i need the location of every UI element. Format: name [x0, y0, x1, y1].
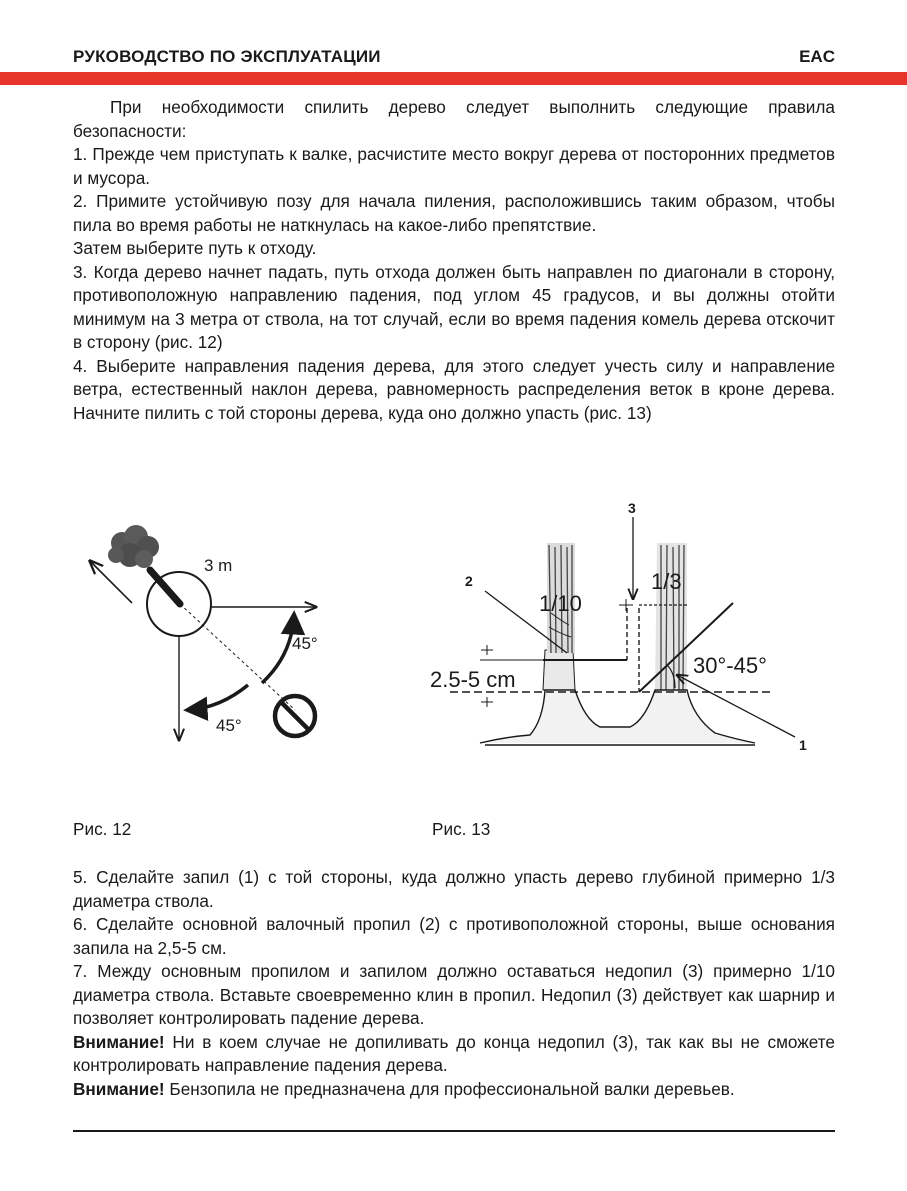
figure-12-escape-diagram	[70, 515, 340, 755]
label-angle: 30°-45°	[693, 653, 767, 678]
prohibited-sign-icon	[275, 696, 315, 736]
warning-2-label: Внимание!	[73, 1078, 165, 1099]
intro-paragraph: При необходимости спилить дерево следует выполнить следующие правила безопасности:	[73, 97, 835, 141]
warning-2-text: Бензопила не предназначена для профессиональной валки деревьев.	[164, 1078, 735, 1099]
warning-1-label: Внимание!	[73, 1031, 165, 1052]
rule-3: 3. Когда дерево начнет падать, путь отхода должен быть направлен по диагонали в сторону, противоположную направлению падения, под углом 45 градусов, и вы должны отойти минимум на 3 метра от ствола, на тот случай, если во время падения комель дерева отскочит в сторону (рис. 12)	[73, 261, 835, 352]
label-angle-left: 45°	[216, 716, 242, 735]
rule-2: 2. Примите устойчивую позу для начала пиления, расположившись таким образом, чтобы пила во время работы не наткнулась на какое-либо препятствие.	[73, 191, 835, 235]
header-accent-bar	[0, 72, 907, 85]
label-height: 2.5-5 cm	[430, 667, 516, 692]
figure-13-cut-diagram	[425, 495, 825, 760]
rule-1: 1. Прежде чем приступать к валке, расчистите место вокруг дерева от посторонних предметов и мусора.	[73, 144, 835, 188]
label-angle-right: 45°	[292, 634, 318, 653]
label-1: 1	[799, 737, 807, 753]
fall-direction-arrow	[90, 561, 132, 603]
label-3: 3	[628, 500, 636, 516]
step-5: 5. Сделайте запил (1) с той стороны, куда должно упасть дерево глубиной примерно 1/3 диаметра ствола.	[73, 867, 835, 911]
rule-4: 4. Выберите направления падения дерева, для этого следует учесть силу и направление ветра, естественный наклон дерева, равномерность распределения веток в кроне дерева. Начните пилить с той стороны дерева, куда оно должно упасть (рис. 13)	[73, 355, 835, 423]
eac-mark: EAC	[799, 47, 835, 66]
angle-arc-left	[188, 685, 248, 710]
rule-2-continued: Затем выберите путь к отходу.	[73, 238, 317, 258]
warning-1	[73, 1031, 835, 1078]
bottom-rule	[73, 1130, 835, 1132]
warning-2	[73, 1078, 835, 1102]
page-header-title: РУКОВОДСТВО ПО ЭКСПЛУАТАЦИИ	[73, 47, 381, 66]
tree-stump-right	[655, 543, 687, 690]
angle-arc-right	[262, 615, 294, 683]
label-distance: 3 m	[204, 556, 233, 575]
figure-12-caption: Рис. 12	[73, 819, 132, 839]
figure-13-caption: Рис. 13	[432, 819, 491, 839]
label-one-third: 1/3	[651, 569, 682, 594]
label-2: 2	[465, 573, 473, 589]
steps-text	[73, 866, 835, 1101]
tree-stump-left	[543, 543, 575, 690]
roots-ground	[480, 690, 755, 743]
step-6: 6. Сделайте основной валочный пропил (2) с противоположной стороны, выше основания запила на 2,5-5 см.	[73, 914, 835, 958]
warning-1-text: Ни в коем случае не допиливать до конца недопил (3), так как вы не сможете контролировать направление падения дерева.	[73, 1031, 835, 1075]
intro-text	[73, 96, 835, 425]
step-7: 7. Между основным пропилом и запилом должно оставаться недопил (3) примерно 1/10 диаметра ствола. Вставьте своевременно клин в пропил. Недопил (3) действует как шарнир и позволяет контролировать падение дерева.	[73, 961, 835, 1028]
tree-crown-icon	[108, 525, 159, 568]
label-one-tenth: 1/10	[539, 591, 582, 616]
